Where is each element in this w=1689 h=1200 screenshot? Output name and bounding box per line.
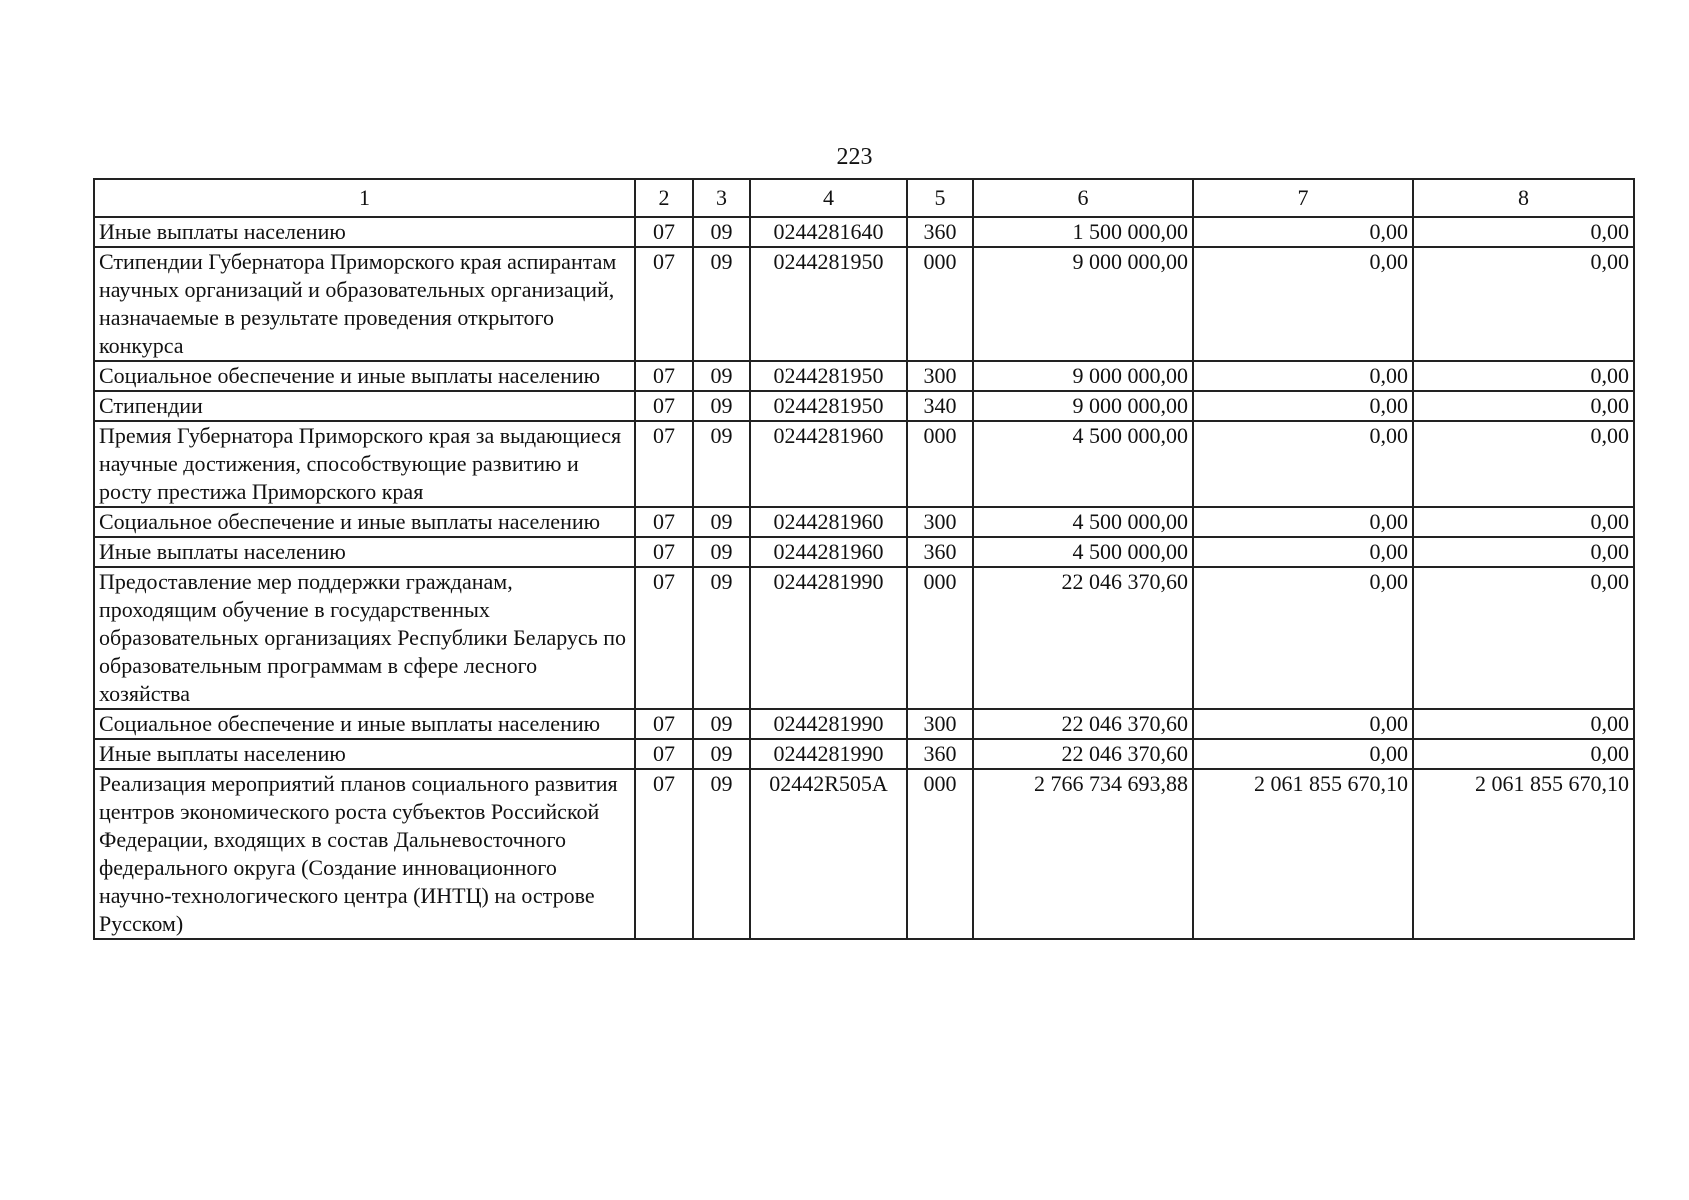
row-name: Премия Губернатора Приморского края за выдающиеся научные достижения, способствующие развитию и росту престижа Приморского края	[94, 421, 635, 507]
budget-table	[93, 178, 1635, 940]
row-amount-col8: 0,00	[1413, 421, 1634, 507]
row-amount-col7: 0,00	[1193, 421, 1413, 507]
row-section-code: 07	[635, 217, 693, 247]
row-target-code: 0244281950	[750, 391, 907, 421]
header-cell-8: 8	[1413, 179, 1634, 217]
row-amount-col7: 0,00	[1193, 537, 1413, 567]
row-section-code: 07	[635, 537, 693, 567]
row-name: Стипендии	[94, 391, 635, 421]
row-amount-col6: 9 000 000,00	[973, 247, 1193, 361]
row-subsection-code: 09	[693, 769, 750, 939]
table-row	[94, 421, 1634, 507]
row-amount-col7: 0,00	[1193, 361, 1413, 391]
row-expense-type-code: 000	[907, 247, 973, 361]
row-name: Иные выплаты населению	[94, 537, 635, 567]
header-cell-3: 3	[693, 179, 750, 217]
row-amount-col6: 4 500 000,00	[973, 537, 1193, 567]
table-row	[94, 217, 1634, 247]
row-target-code: 0244281960	[750, 537, 907, 567]
row-amount-col8: 0,00	[1413, 507, 1634, 537]
row-amount-col6: 22 046 370,60	[973, 567, 1193, 709]
row-target-code: 0244281960	[750, 421, 907, 507]
row-target-code: 0244281990	[750, 567, 907, 709]
row-subsection-code: 09	[693, 391, 750, 421]
row-amount-col7: 0,00	[1193, 507, 1413, 537]
row-amount-col6: 1 500 000,00	[973, 217, 1193, 247]
row-section-code: 07	[635, 247, 693, 361]
row-section-code: 07	[635, 361, 693, 391]
row-subsection-code: 09	[693, 739, 750, 769]
row-amount-col6: 4 500 000,00	[973, 507, 1193, 537]
row-expense-type-code: 300	[907, 507, 973, 537]
row-section-code: 07	[635, 739, 693, 769]
row-amount-col8: 0,00	[1413, 739, 1634, 769]
row-section-code: 07	[635, 507, 693, 537]
table-row	[94, 769, 1634, 939]
row-amount-col6: 4 500 000,00	[973, 421, 1193, 507]
row-amount-col8: 2 061 855 670,10	[1413, 769, 1634, 939]
header-cell-6: 6	[973, 179, 1193, 217]
row-expense-type-code: 340	[907, 391, 973, 421]
row-amount-col6: 9 000 000,00	[973, 361, 1193, 391]
table-row	[94, 507, 1634, 537]
row-expense-type-code: 360	[907, 537, 973, 567]
row-subsection-code: 09	[693, 507, 750, 537]
page-number: 223	[836, 144, 873, 170]
row-section-code: 07	[635, 769, 693, 939]
row-name: Стипендии Губернатора Приморского края аспирантам научных организаций и образовательных организаций, назначаемые в результате проведения открытого конкурса	[94, 247, 635, 361]
row-subsection-code: 09	[693, 537, 750, 567]
row-subsection-code: 09	[693, 247, 750, 361]
row-name: Социальное обеспечение и иные выплаты населению	[94, 361, 635, 391]
row-section-code: 07	[635, 567, 693, 709]
row-name: Реализация мероприятий планов социального развития центров экономического роста субъектов Российской Федерации, входящих в состав Дальневосточного федерального округа (Создание инновационного научно-технологического центра (ИНТЦ) на острове Русском)	[94, 769, 635, 939]
row-name: Социальное обеспечение и иные выплаты населению	[94, 709, 635, 739]
row-amount-col7: 0,00	[1193, 739, 1413, 769]
row-section-code: 07	[635, 391, 693, 421]
row-target-code: 0244281960	[750, 507, 907, 537]
header-cell-2: 2	[635, 179, 693, 217]
table-row	[94, 567, 1634, 709]
row-subsection-code: 09	[693, 421, 750, 507]
row-expense-type-code: 360	[907, 739, 973, 769]
row-expense-type-code: 000	[907, 769, 973, 939]
header-cell-1: 1	[94, 179, 635, 217]
row-target-code: 0244281950	[750, 247, 907, 361]
row-target-code: 0244281990	[750, 739, 907, 769]
row-subsection-code: 09	[693, 361, 750, 391]
row-amount-col8: 0,00	[1413, 217, 1634, 247]
header-cell-4: 4	[750, 179, 907, 217]
row-expense-type-code: 360	[907, 217, 973, 247]
row-subsection-code: 09	[693, 709, 750, 739]
table-row	[94, 537, 1634, 567]
row-subsection-code: 09	[693, 567, 750, 709]
row-expense-type-code: 300	[907, 361, 973, 391]
row-target-code: 0244281950	[750, 361, 907, 391]
table-row	[94, 247, 1634, 361]
row-name: Предоставление мер поддержки гражданам, проходящим обучение в государственных образовательных организациях Республики Беларусь по образовательным программам в сфере лесного хозяйства	[94, 567, 635, 709]
row-expense-type-code: 300	[907, 709, 973, 739]
table-row	[94, 739, 1634, 769]
row-target-code: 02442R505A	[750, 769, 907, 939]
row-amount-col7: 0,00	[1193, 567, 1413, 709]
row-amount-col6: 22 046 370,60	[973, 739, 1193, 769]
row-amount-col7: 0,00	[1193, 217, 1413, 247]
row-target-code: 0244281990	[750, 709, 907, 739]
row-amount-col6: 22 046 370,60	[973, 709, 1193, 739]
row-amount-col6: 9 000 000,00	[973, 391, 1193, 421]
row-amount-col8: 0,00	[1413, 709, 1634, 739]
row-target-code: 0244281640	[750, 217, 907, 247]
table-row	[94, 709, 1634, 739]
row-amount-col8: 0,00	[1413, 361, 1634, 391]
row-expense-type-code: 000	[907, 421, 973, 507]
row-amount-col8: 0,00	[1413, 567, 1634, 709]
row-amount-col8: 0,00	[1413, 247, 1634, 361]
header-cell-5: 5	[907, 179, 973, 217]
row-subsection-code: 09	[693, 217, 750, 247]
row-name: Социальное обеспечение и иные выплаты населению	[94, 507, 635, 537]
row-section-code: 07	[635, 421, 693, 507]
row-name: Иные выплаты населению	[94, 217, 635, 247]
header-row	[94, 179, 1634, 217]
row-amount-col7: 0,00	[1193, 709, 1413, 739]
row-amount-col7: 0,00	[1193, 391, 1413, 421]
row-amount-col8: 0,00	[1413, 391, 1634, 421]
row-amount-col6: 2 766 734 693,88	[973, 769, 1193, 939]
table-row	[94, 391, 1634, 421]
table-row	[94, 361, 1634, 391]
row-amount-col8: 0,00	[1413, 537, 1634, 567]
row-expense-type-code: 000	[907, 567, 973, 709]
row-amount-col7: 0,00	[1193, 247, 1413, 361]
row-section-code: 07	[635, 709, 693, 739]
row-amount-col7: 2 061 855 670,10	[1193, 769, 1413, 939]
header-cell-7: 7	[1193, 179, 1413, 217]
row-name: Иные выплаты населению	[94, 739, 635, 769]
